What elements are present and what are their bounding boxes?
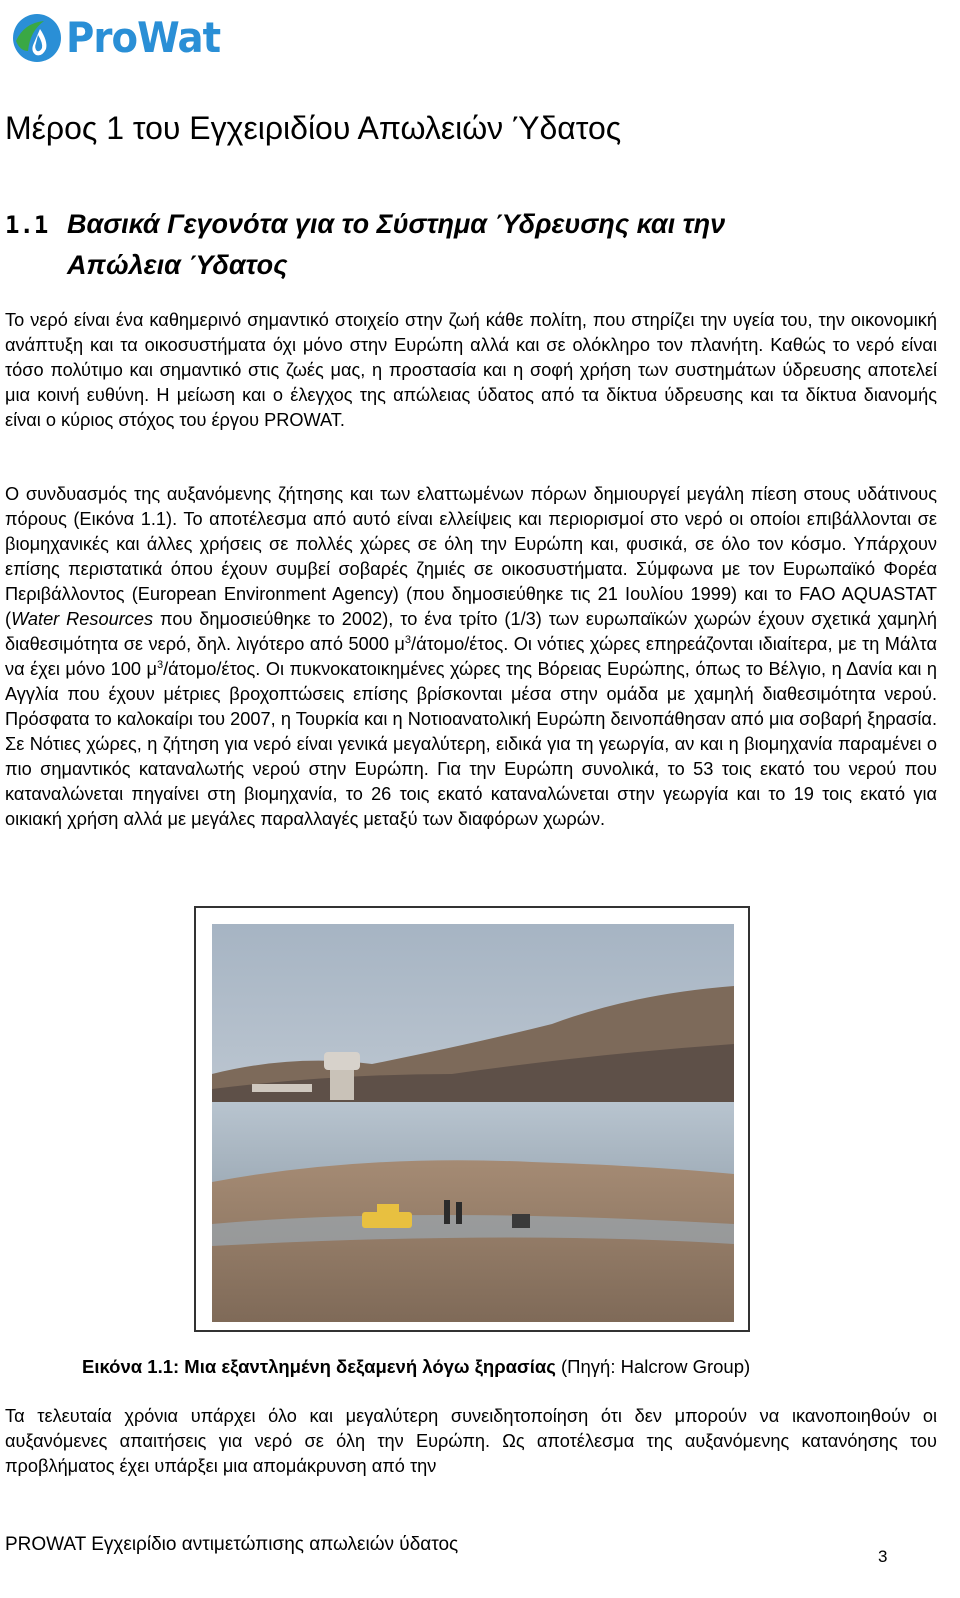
section-title-line1: Βασικά Γεγονότα για το Σύστημα Ύδρευσης και την bbox=[67, 209, 726, 239]
paragraph-demand bbox=[5, 482, 937, 832]
section-title-line2: Απώλεια Ύδατος bbox=[67, 250, 288, 280]
page-number: 3 bbox=[878, 1547, 888, 1566]
page-title: Μέρος 1 του Εγχειριδίου Απωλειών Ύδατος bbox=[5, 110, 622, 146]
figure-frame bbox=[194, 906, 750, 1332]
section-number: 1.1 bbox=[5, 211, 49, 239]
caption-source: (Πηγή: Halcrow Group) bbox=[555, 1356, 751, 1377]
paragraph-awareness: Τα τελευταία χρόνια υπάρχει όλο και μεγαλύτερη συνειδητοποίηση ότι δεν μπορούν να ικανοποιηθούν οι αυξανόμενες απαιτήσεις για νερό σε όλη την Ευρώπη. Ως αποτέλεσμα της αυξανόμενης κατανόησης του προβλήματος έχει υπάρξει μια απομάκρυνση από την bbox=[5, 1406, 937, 1476]
superscript: 3 bbox=[156, 658, 164, 671]
page-footer: PROWAT Εγχειρίδιο αντιμετώπισης απωλειών ύδατος bbox=[5, 1534, 459, 1555]
reservoir-photo bbox=[212, 924, 734, 1322]
section-heading bbox=[5, 204, 905, 285]
figure-caption bbox=[82, 1354, 750, 1380]
italic-text: Water Resources bbox=[11, 609, 154, 629]
paragraph-text: /άτομο/έτος. Οι πυκνοκατοικημένες χώρες της Βόρειας Ευρώπης, όπως το Βέλγιο, η Δανία και η Αγγλία που έχουν μέτριες βροχοπτώσεις επίσης βρίσκονται μέσα στην ομάδα με χαμηλή διαθεσιμότητα νερού. Πρόσφατα το καλοκαίρι του 2007, η Τουρκία και η Νοτιοανατολική Ευρώπη δεινοπάθησαν από μια σοβαρή ξηρασία. Σε Νότιες χώρες, η ζήτηση για νερό είναι γενικά μεγαλύτερη, ειδικά για τη γεωργία, αν και η βιομηχανία παραμένει ο πιο σημαντικός καταναλωτής νερού στην Ευρώπη. Για την Ευρώπη συνολικά, το 53 τοις εκατό του νερού που καταναλώνεται πηγαίνει στη βιομηχανία, το 26 τοις εκατό καταναλώνεται στην γεωργία και το 19 τοις εκατό για οικιακή χρήση αλλά με μεγάλες παραλλαγές μεταξύ των διαφόρων χωρών. bbox=[5, 659, 937, 829]
logo-text: ProWat bbox=[66, 13, 221, 62]
paragraph-intro: Το νερό είναι ένα καθημερινό σημαντικό στοιχείο στην ζωή κάθε πολίτη, που στηρίζει την υγεία του, την οικονομική ανάπτυξη και τα οικοσυστήματα όχι μόνο στην Ευρώπη αλλά και σε ολόκληρο τον πλανήτη. Καθώς το νερό είναι τόσο πολύτιμο και σημαντικό στις ζωές μας, η προστασία και η σοφή χρήση των συστημάτων ύδρευσης αποτελεί μια κοινή ευθύνη. Η μείωση και ο έλεγχος της απώλειας ύδατος από τα δίκτυα ύδρευσης και τα δίκτυα διανομής είναι ο κύριος στόχος του έργου PROWAT. bbox=[5, 310, 937, 430]
caption-label: Εικόνα 1.1: Μια εξαντλημένη δεξαμενή λόγω ξηρασίας bbox=[82, 1356, 556, 1377]
paragraph-text: που δημοσιεύθηκε το 2002), το ένα τρίτο (1/3) των ευρωπαϊκών χωρών έχουν σχετικά χαμηλή διαθεσιμότητα σε νερό, δηλ. λιγότερο από 5000 μ bbox=[5, 609, 938, 654]
prowat-logo bbox=[10, 8, 234, 68]
superscript: 3 bbox=[404, 633, 412, 646]
paragraph-text: Ο συνδυασμός της αυξανόμενης ζήτησης και των ελαττωμένων πόρων δημιουργεί μεγάλη πίεση στους υδάτινους πόρους (Εικόνα 1.1). Το αποτέλεσμα από αυτό είναι ελλείψεις και περιορισμοί στο νερό οι οποίοι επιβάλλονται σε βιομηχανικές και άλλες χρήσεις σε πολλές χώρες σε όλη την Ευρώπη και, φυσικά, σε όλο τον κόσμο. Υπάρχουν επίσης περιστατικά όπου έχουν συμβεί σοβαρές ζημιές σε οικοσυστήματα. Σύμφωνα με τον Ευρωπαϊκό Φορέα Περιβάλλοντος (European Environment Agency) (που δημοσιεύθηκε τις 21 Ιουλίου 1999) και το FAO AQUASTAT ( bbox=[5, 484, 937, 629]
paragraph-text: /άτομο/έτος. Οι νότιες χώρες επηρεάζονται ιδιαίτερα, με τη Μάλτα να έχει μόνο 100 μ bbox=[5, 634, 937, 679]
water-drop-logo-icon bbox=[10, 11, 64, 65]
